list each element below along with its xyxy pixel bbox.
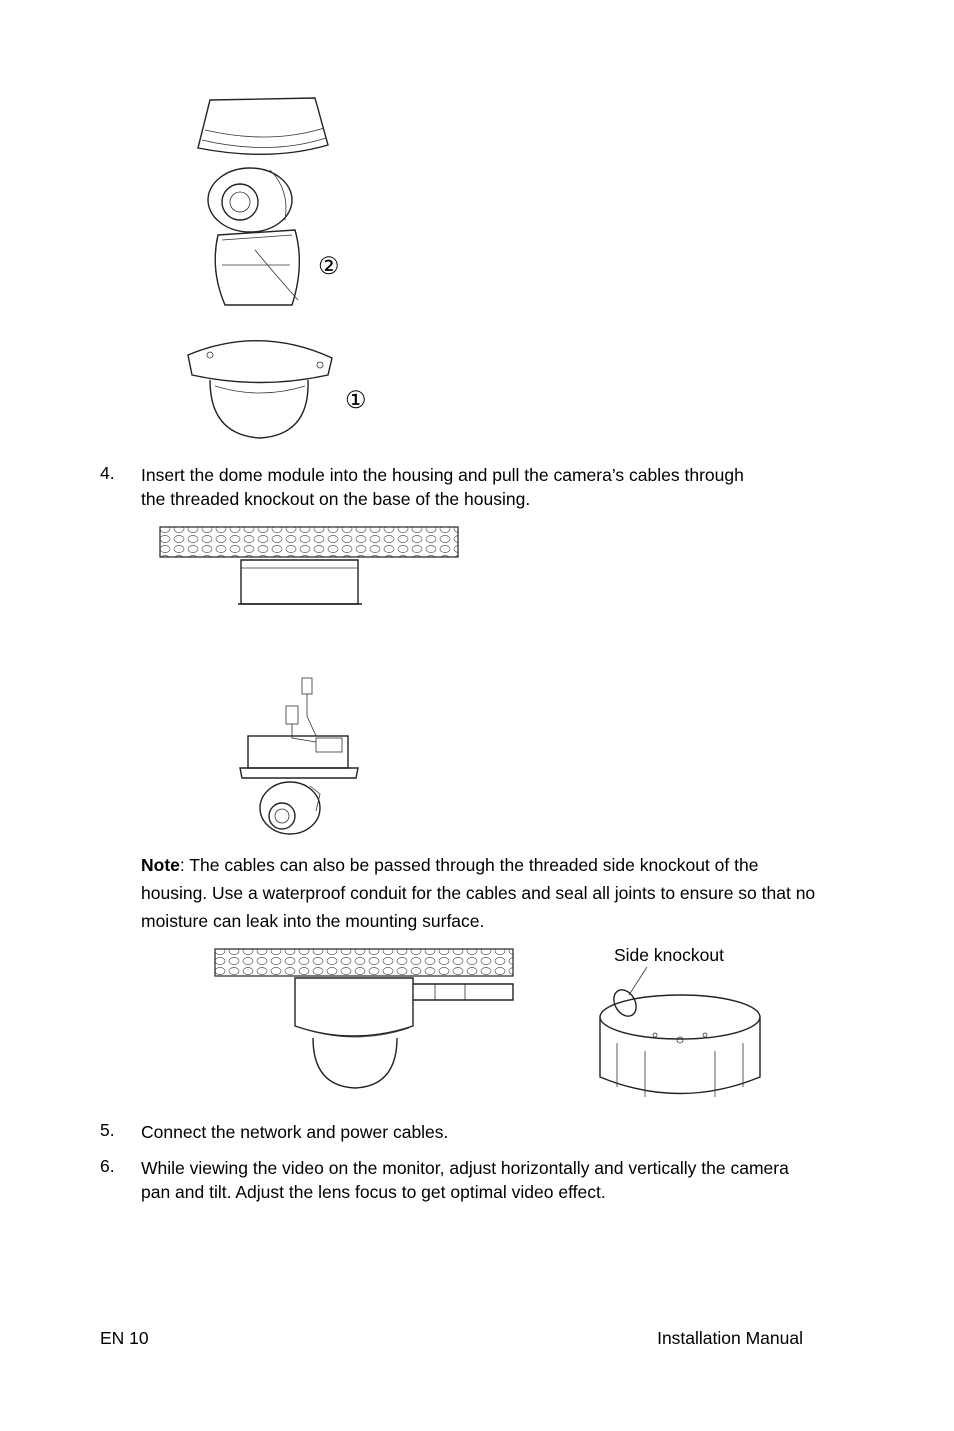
side-knockout-housing-illustration <box>595 965 765 1105</box>
callout-2: ② <box>318 253 340 280</box>
dome-cables-illustration <box>238 676 363 836</box>
step-5-number: 5. <box>100 1120 115 1140</box>
side-knockout-label: Side knockout <box>614 945 724 965</box>
step-5-text: Connect the network and power cables. <box>141 1122 449 1142</box>
footer-manual-title: Installation Manual <box>657 1328 803 1348</box>
callout-1: ① <box>345 387 367 414</box>
note-label: Note <box>141 855 180 875</box>
note-paragraph <box>141 851 821 935</box>
step-4-number: 4. <box>100 463 115 483</box>
step-4-text: Insert the dome module into the housing and pull the camera’s cables through the threaded knockout on the base of the housing. <box>141 465 744 509</box>
step-6-text: While viewing the video on the monitor, adjust horizontally and vertically the camera pan and tilt. Adjust the lens focus to get optimal video effect. <box>141 1158 789 1202</box>
footer-page-number: EN 10 <box>100 1328 149 1348</box>
note-text: : The cables can also be passed through the threaded side knockout of the housing. Use a waterproof conduit for the cables and seal all joints to ensure so that no moisture can leak into the mounting surface. <box>141 855 816 931</box>
side-conduit-illustration <box>213 946 518 1091</box>
ceiling-housing-illustration <box>158 524 463 609</box>
step-6-number: 6. <box>100 1156 115 1176</box>
